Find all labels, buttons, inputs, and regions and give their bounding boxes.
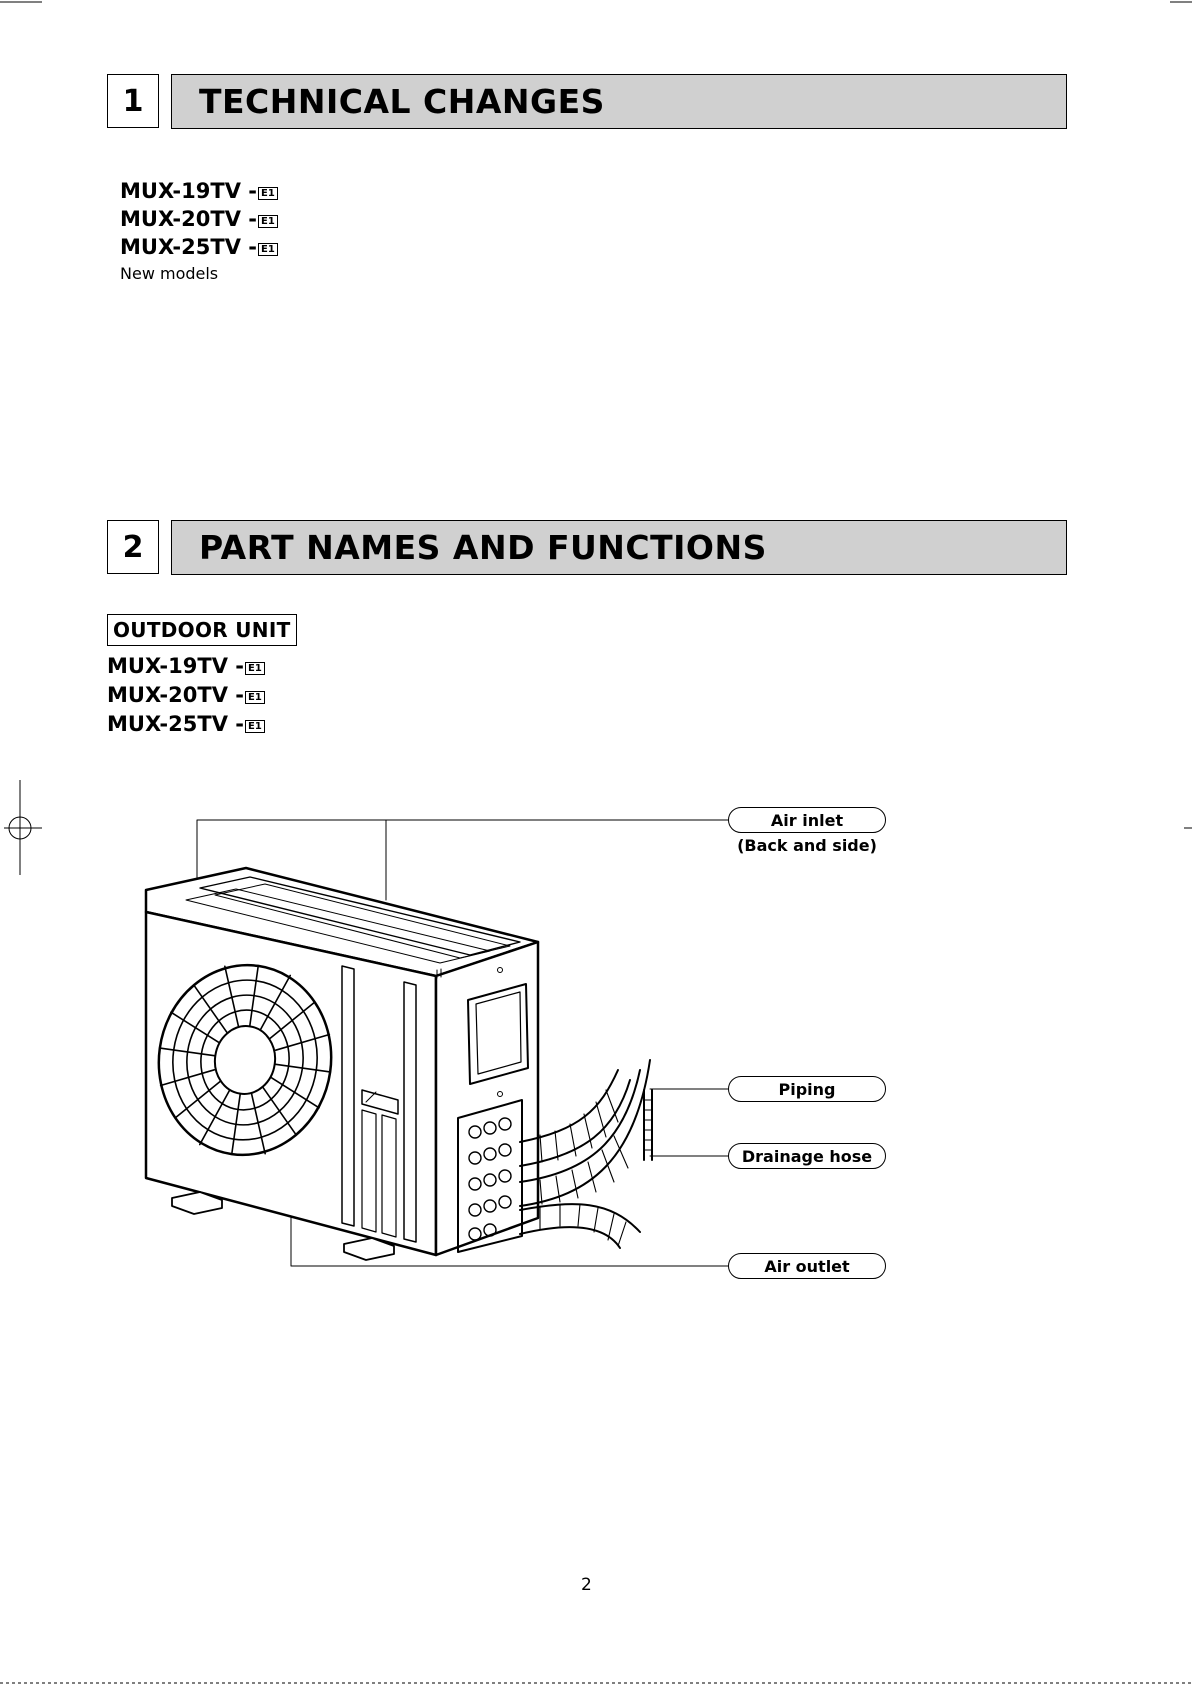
model-name: MUX-25TV -	[120, 235, 257, 259]
model-name: MUX-20TV -	[107, 683, 244, 707]
section-1-number: 1	[107, 74, 159, 128]
model-name: MUX-19TV -	[107, 654, 244, 678]
section-2-title-text: PART NAMES AND FUNCTIONS	[199, 528, 767, 567]
outdoor-unit-title: OUTDOOR UNIT	[107, 614, 297, 646]
model-name: MUX-25TV -	[107, 712, 244, 736]
air-inlet-sublabel: (Back and side)	[737, 836, 877, 855]
section-2-number: 2	[107, 520, 159, 574]
model-name: MUX-19TV -	[120, 179, 257, 203]
model-suffix: E1	[258, 215, 278, 228]
new-models-note: New models	[120, 264, 219, 283]
air-outlet-label: Air outlet	[728, 1253, 886, 1279]
model-suffix: E1	[245, 720, 265, 733]
model-suffix: E1	[258, 187, 278, 200]
model-suffix: E1	[245, 691, 265, 704]
page-number: 2	[581, 1575, 592, 1595]
air-inlet-label: Air inlet	[728, 807, 886, 833]
model-suffix: E1	[245, 662, 265, 675]
model-name: MUX-20TV -	[120, 207, 257, 231]
drainage-hose-label: Drainage hose	[728, 1143, 886, 1169]
model-suffix: E1	[258, 243, 278, 256]
section-1-title-text: TECHNICAL CHANGES	[199, 82, 605, 121]
piping-label: Piping	[728, 1076, 886, 1102]
